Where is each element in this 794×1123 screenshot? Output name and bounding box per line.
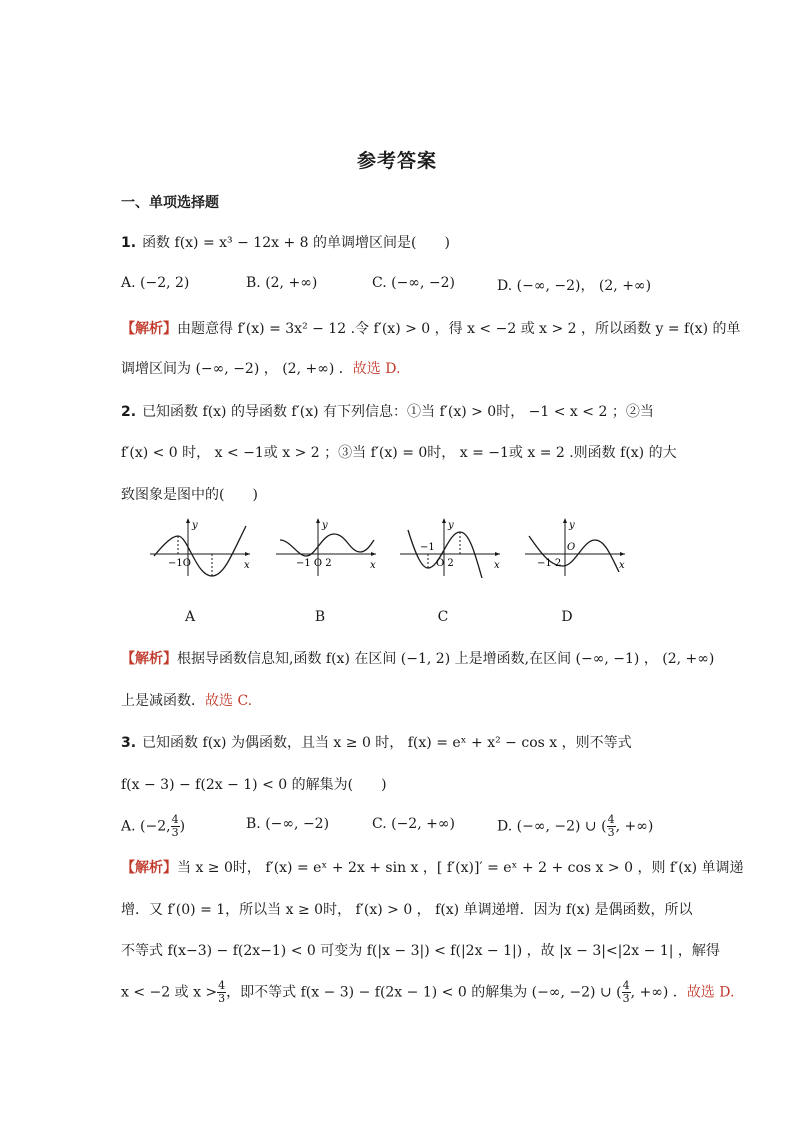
answer-text: 故选 D.	[686, 984, 735, 1001]
answer-text: 故选 D.	[352, 361, 401, 377]
arrow-icon	[316, 518, 320, 523]
question-text: 已知函数 f(x) 的导函数 f′(x) 有下列信息：①当 f′(x) > 0时， −1 < x < 2 ；②当	[142, 404, 654, 420]
question-number: 3.	[121, 735, 137, 751]
q1-option-d: D. (−∞, −2)， (2, +∞)	[497, 278, 652, 294]
q1-option-a: A. (−2, 2)	[121, 275, 190, 291]
question-2-stem-line-3: 致图象是图中的( )	[121, 487, 258, 503]
question-1-stem	[121, 232, 450, 252]
page-title: 参考答案	[356, 150, 437, 172]
answer-text: 故选 C.	[205, 693, 253, 709]
q3-option-b: B. (−∞, −2)	[246, 816, 330, 832]
q2-analysis-line-2	[121, 690, 252, 710]
fraction-denominator: 3	[171, 826, 179, 839]
fraction-numerator: 4	[607, 813, 615, 826]
axis-label-y: y	[322, 520, 328, 531]
analysis-tag: 【解析】	[121, 651, 177, 667]
axis-label-x: x	[619, 560, 625, 571]
arrow-icon	[371, 552, 376, 556]
arrow-icon	[186, 518, 190, 523]
q3-option-a	[121, 814, 185, 839]
analysis-tag: 【解析】	[121, 860, 177, 876]
graph-d	[525, 516, 627, 578]
q1-option-b: B. (2, +∞)	[246, 275, 318, 291]
q3-analysis-line-4	[121, 980, 734, 1005]
analysis-text: x < −2 或 x >	[121, 984, 218, 1001]
axis-label-x: x	[244, 560, 250, 571]
analysis-text: ，即不等式 f(x − 3) − f(2x − 1) < 0 的解集为 (−∞, −2) ∪ (	[226, 984, 622, 1001]
analysis-text: , +∞) ．	[630, 984, 687, 1001]
analysis-text: 由题意得 f′(x) = 3x² − 12 .令 f′(x) > 0 ，得 x < −2 或 x > 2 ，所以函数 y = f(x) 的单	[177, 321, 741, 337]
q1-analysis-line-2	[121, 358, 400, 378]
question-3-stem-line-2: f(x − 3) − f(2x − 1) < 0 的解集为( )	[121, 777, 387, 793]
analysis-text: 调增区间为 (−∞, −2) ， (2, +∞) ．	[121, 361, 353, 377]
tick-labels: −1 O 2	[296, 558, 332, 569]
arrow-icon	[495, 552, 500, 556]
axis-label-x: x	[494, 560, 500, 571]
question-2-stem-line-1	[121, 401, 654, 421]
fraction	[622, 980, 631, 1005]
option-text: A. (−2,	[121, 818, 171, 835]
origin-label: O	[567, 542, 576, 553]
axis-label-y: y	[569, 520, 575, 531]
q3-option-c: C. (−2, +∞)	[372, 816, 455, 832]
arrow-icon	[563, 518, 567, 523]
axis-label-y: y	[448, 520, 454, 531]
arrow-icon	[442, 518, 446, 523]
axis-label-y: y	[192, 520, 198, 531]
fraction-numerator: 4	[218, 979, 226, 992]
tick-labels: O 2	[436, 558, 454, 569]
fraction-denominator: 3	[607, 826, 615, 839]
q3-option-d	[497, 814, 653, 839]
fraction	[171, 814, 180, 839]
fraction	[607, 814, 616, 839]
option-text: D. (−∞, −2) ∪ (	[497, 818, 607, 835]
fraction	[217, 980, 226, 1005]
question-text: 已知函数 f(x) 为偶函数，且当 x ≥ 0 时， f(x) = eˣ + x² − cos x ，则不等式	[142, 735, 632, 751]
graph-b	[276, 516, 378, 578]
graph-c	[400, 516, 502, 578]
graph-label-c: C	[437, 609, 449, 625]
question-3-stem-line-1	[121, 732, 632, 752]
tick-labels: −1O	[168, 558, 191, 569]
graph-label-a: A	[184, 609, 196, 625]
question-2-stem-line-2: f′(x) < 0 时， x < −1或 x > 2 ；③当 f′(x) = 0时， x = −1或 x = 2 .则函数 f(x) 的大	[121, 445, 677, 461]
analysis-tag: 【解析】	[121, 321, 177, 337]
graph-label-b: B	[314, 609, 326, 625]
fraction-denominator: 3	[622, 992, 630, 1005]
fraction-denominator: 3	[218, 992, 226, 1005]
question-number: 1.	[121, 235, 137, 251]
tick-labels: −1 2	[537, 558, 562, 569]
analysis-text: 根据导函数信息知,函数 f(x) 在区间 (−1, 2) 上是增函数,在区间 (−∞, −1) ， (2, +∞)	[177, 651, 715, 667]
arrow-icon	[620, 552, 625, 556]
tick-label-neg1: −1	[420, 542, 435, 553]
graph-a	[150, 516, 252, 578]
q1-analysis-line-1	[121, 318, 740, 338]
fraction-numerator: 4	[622, 979, 630, 992]
section-heading: 一、单项选择题	[121, 195, 219, 211]
curve	[280, 534, 374, 556]
q2-analysis-line-1	[121, 648, 714, 668]
graph-label-d: D	[561, 609, 573, 625]
analysis-text: 上是减函数．	[121, 693, 205, 709]
axis-label-x: x	[370, 560, 376, 571]
question-number: 2.	[121, 404, 137, 420]
arrow-icon	[245, 552, 250, 556]
q3-analysis-line-1	[121, 857, 744, 877]
q3-analysis-line-2: 增．又 f′(0) = 1，所以当 x ≥ 0时， f′(x) > 0 ， f(x) 单调递增．因为 f(x) 是偶函数，所以	[121, 902, 693, 918]
fraction-numerator: 4	[171, 813, 179, 826]
option-text: , +∞)	[615, 818, 654, 835]
option-text: )	[179, 818, 186, 835]
analysis-text: 当 x ≥ 0时， f′(x) = eˣ + 2x + sin x ，[ f′(x)]′ = eˣ + 2 + cos x > 0 ，则 f′(x) 单调递	[177, 860, 744, 876]
question-text: 函数 f(x) = x³ − 12x + 8 的单调增区间是( )	[142, 235, 450, 251]
q1-option-c: C. (−∞, −2)	[372, 275, 455, 291]
q3-analysis-line-3: 不等式 f(x−3) − f(2x−1) < 0 可变为 f(|x − 3|) < f(|2x − 1|) ，故 |x − 3|<|2x − 1| ，解得	[121, 943, 720, 959]
